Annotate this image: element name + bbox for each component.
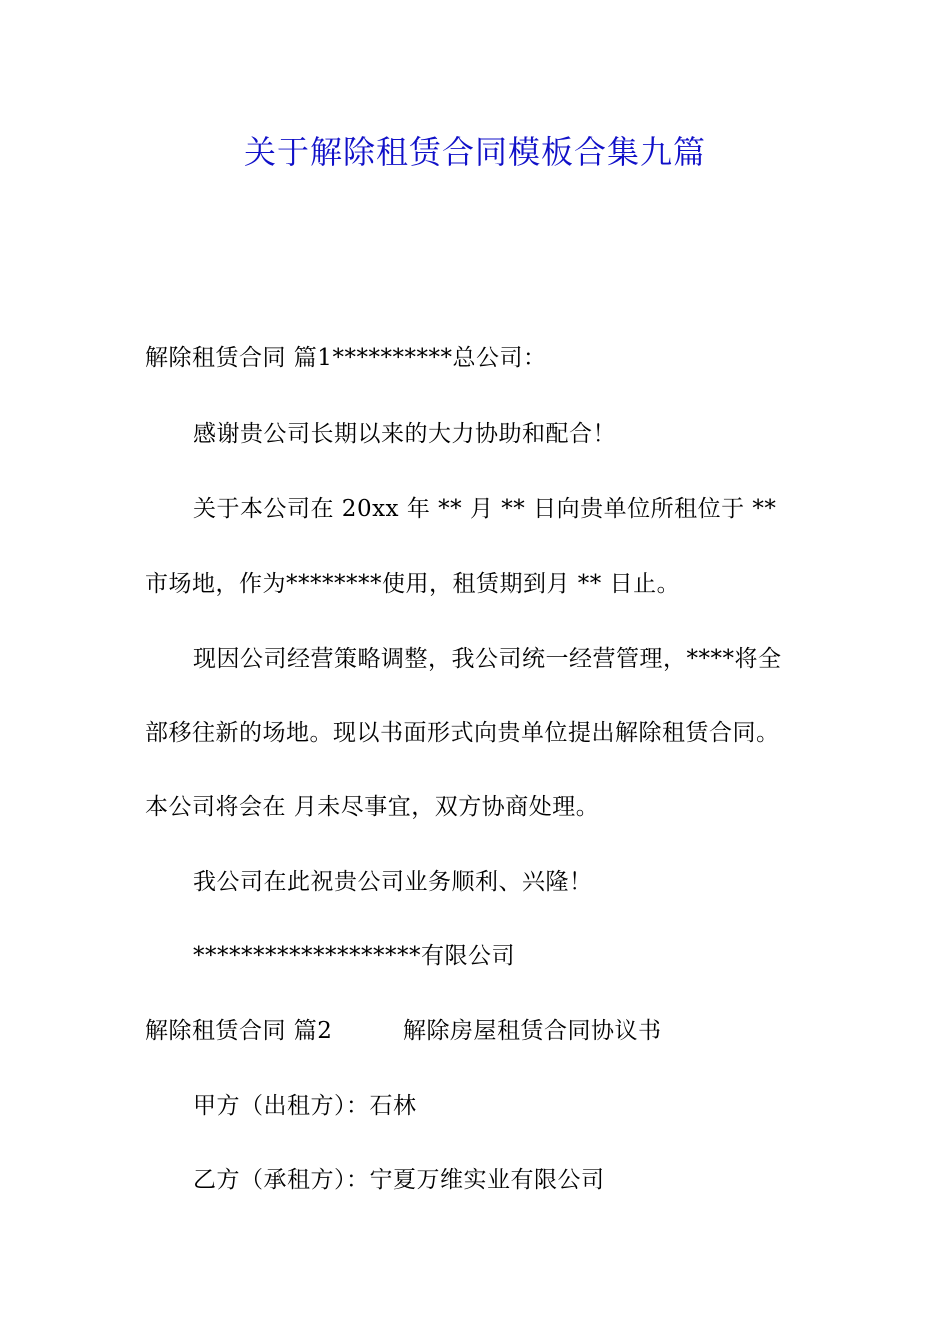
paragraph-thanks: 感谢贵公司长期以来的大力协助和配合！ [193,421,616,447]
section-1-heading: 解除租赁合同 篇1**********总公司： [145,345,547,371]
paragraph-reason-line-3: 本公司将会在 月未尽事宜，双方协商处理。 [145,794,600,820]
paragraph-lease-line-1: 关于本公司在 20xx 年 ** 月 ** 日向贵单位所租位于 ** [193,496,777,522]
section-2-heading: 解除租赁合同 篇2 解除房屋租赁合同协议书 [145,1018,662,1044]
paragraph-wishes: 我公司在此祝贵公司业务顺利、兴隆！ [193,869,593,895]
party-b-line: 乙方（承租方）：宁夏万维实业有限公司 [193,1167,605,1193]
paragraph-lease-line-2: 市场地，作为********使用，租赁期到月 ** 日止。 [145,571,681,597]
paragraph-reason-line-2: 部移往新的场地。现以书面形式向贵单位提出解除租赁合同。 [145,720,780,746]
party-a-line: 甲方（出租方）：石林 [193,1093,417,1119]
paragraph-signature: *******************有限公司 [193,943,515,969]
document-title: 关于解除租赁合同模板合集九篇 [243,133,706,171]
paragraph-reason-line-1: 现因公司经营策略调整，我公司统一经营管理，****将全 [193,646,782,672]
